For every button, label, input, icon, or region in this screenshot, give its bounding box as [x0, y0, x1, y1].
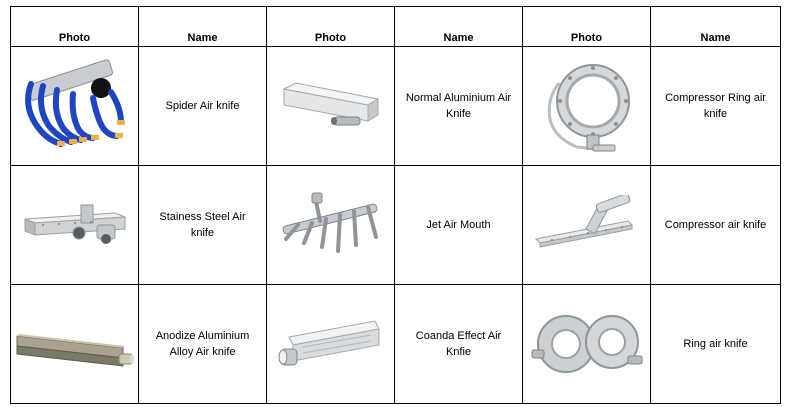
normal-aluminium-air-knife-photo	[267, 47, 395, 166]
product-name: Jet Air Mouth	[395, 166, 523, 285]
header-name: Name	[395, 7, 523, 47]
product-name: Compressor Ring air knife	[651, 47, 781, 166]
product-name: Stainess Steel Air knife	[139, 166, 267, 285]
header-row	[11, 7, 781, 47]
product-name: Coanda Effect Air Knfie	[395, 285, 523, 404]
ring-air-knife-photo	[523, 285, 651, 404]
header-name: Name	[651, 7, 781, 47]
anodize-aluminium-alloy-air-knife-photo	[11, 285, 139, 404]
header-name: Name	[139, 7, 267, 47]
header-photo: Photo	[267, 7, 395, 47]
product-table	[10, 6, 781, 404]
table-row	[11, 166, 781, 285]
coanda-effect-air-knife-photo	[267, 285, 395, 404]
stainless-steel-air-knife-photo	[11, 166, 139, 285]
product-name: Anodize Aluminium Alloy Air knife	[139, 285, 267, 404]
compressor-ring-air-knife-photo	[523, 47, 651, 166]
table-row	[11, 285, 781, 404]
header-photo: Photo	[11, 7, 139, 47]
jet-air-mouth-photo	[267, 166, 395, 285]
product-name: Ring air knife	[651, 285, 781, 404]
spider-air-knife-photo	[11, 47, 139, 166]
product-name: Compressor air knife	[651, 166, 781, 285]
product-name: Spider Air knife	[139, 47, 267, 166]
table-row	[11, 47, 781, 166]
compressor-air-knife-photo	[523, 166, 651, 285]
header-photo: Photo	[523, 7, 651, 47]
product-name: Normal Aluminium Air Knife	[395, 47, 523, 166]
